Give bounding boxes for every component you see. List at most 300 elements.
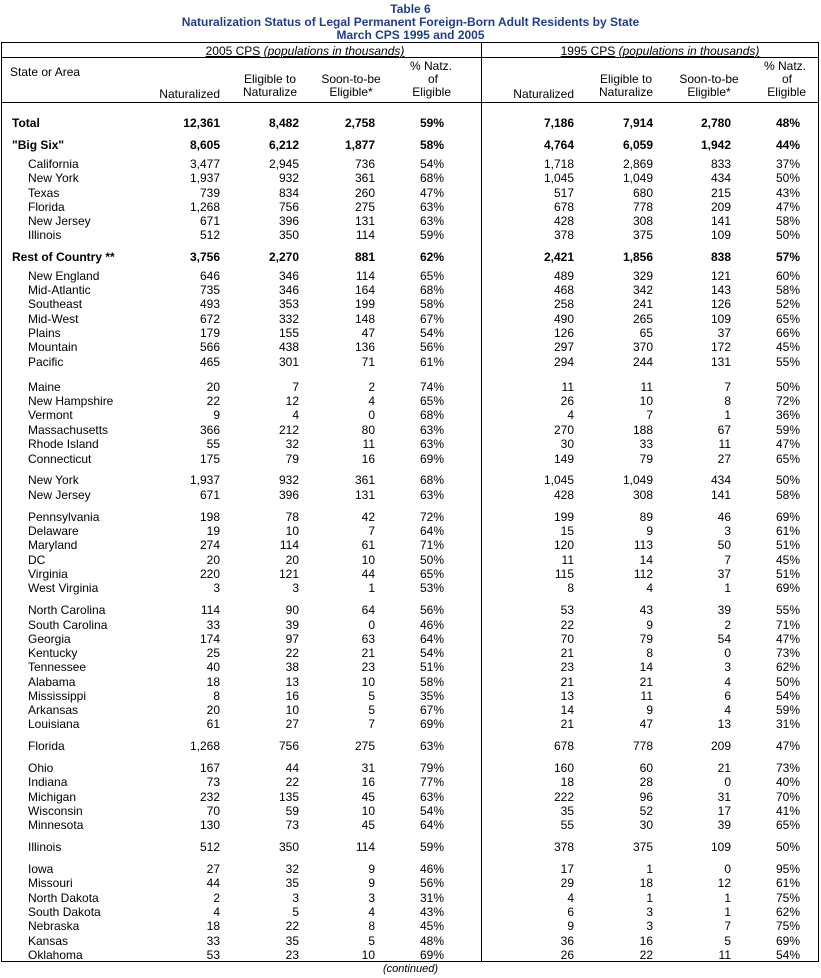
cell-eligible-1995: 47 (639, 717, 653, 731)
cell-soon-1995: 39 (717, 818, 731, 832)
cell-pct-1995: 47% (775, 437, 800, 451)
cell-soon-1995: 11 (718, 437, 731, 451)
cell-soon-1995: 46 (717, 510, 731, 524)
cell-eligible-2005: 438 (278, 340, 299, 354)
cell-eligible-2005: 396 (278, 488, 299, 502)
cell-naturalized-1995: 126 (553, 326, 574, 340)
cell-soon-1995: 1,942 (700, 138, 731, 152)
cell-naturalized-1995: 294 (553, 355, 574, 369)
cell-naturalized-1995: 53 (560, 603, 574, 617)
cell-naturalized-1995: 18 (560, 775, 574, 789)
cell-naturalized-2005: 73 (206, 775, 220, 789)
cell-eligible-2005: 6,212 (268, 138, 299, 152)
cell-naturalized-2005: 33 (206, 618, 220, 632)
table-row (0, 660, 821, 674)
cell-pct-2005: 50% (419, 553, 444, 567)
cell-soon-1995: 37 (717, 567, 731, 581)
cell-soon-2005: 0 (368, 618, 375, 632)
cell-eligible-1995: 3 (646, 919, 653, 933)
cell-soon-2005: 42 (361, 510, 375, 524)
table-row (0, 646, 821, 660)
row-label: North Carolina (28, 603, 106, 617)
cell-soon-2005: 16 (361, 775, 375, 789)
cell-soon-1995: 143 (710, 283, 731, 297)
cell-pct-1995: 72% (775, 394, 800, 408)
cell-soon-1995: 141 (710, 214, 731, 228)
cell-pct-2005: 56% (419, 340, 444, 354)
cell-naturalized-2005: 220 (199, 567, 220, 581)
cell-naturalized-1995: 21 (560, 646, 574, 660)
cell-eligible-2005: 4 (292, 408, 299, 422)
cell-pct-1995: 69% (775, 934, 800, 948)
cell-naturalized-1995: 14 (560, 703, 574, 717)
cell-soon-2005: 21 (361, 646, 375, 660)
cell-pct-1995: 47% (775, 200, 800, 214)
table-row (0, 818, 821, 832)
cell-pct-1995: 61% (775, 876, 800, 890)
cell-pct-1995: 40% (775, 775, 800, 789)
table-row (0, 632, 821, 646)
cell-soon-1995: 838 (710, 250, 731, 264)
cell-soon-1995: 7 (724, 919, 731, 933)
cell-pct-2005: 64% (419, 632, 444, 646)
cell-naturalized-2005: 12,361 (183, 116, 220, 130)
cell-naturalized-1995: 678 (553, 200, 574, 214)
cell-soon-2005: 260 (354, 186, 375, 200)
cell-eligible-1995: 52 (639, 804, 653, 818)
cell-soon-1995: 434 (710, 171, 731, 185)
cell-naturalized-1995: 21 (560, 717, 574, 731)
cell-eligible-2005: 22 (285, 919, 299, 933)
cell-naturalized-2005: 25 (206, 646, 220, 660)
cell-eligible-2005: 44 (285, 761, 299, 775)
table-row (0, 840, 821, 854)
cell-soon-2005: 3 (368, 891, 375, 905)
cell-pct-1995: 70% (775, 790, 800, 804)
cell-eligible-1995: 112 (633, 567, 653, 581)
cell-pct-1995: 51% (775, 567, 800, 581)
cell-eligible-1995: 79 (639, 632, 653, 646)
col-soon-2005-line1: Soon-to-be (321, 72, 381, 86)
cell-naturalized-1995: 8 (567, 581, 574, 595)
cell-naturalized-2005: 9 (213, 408, 220, 422)
cell-pct-1995: 66% (775, 326, 800, 340)
cell-naturalized-2005: 167 (199, 761, 220, 775)
cell-soon-2005: 7 (368, 717, 375, 731)
cell-soon-2005: 275 (354, 200, 375, 214)
cell-naturalized-1995: 36 (560, 934, 574, 948)
cell-eligible-2005: 301 (278, 355, 299, 369)
cell-soon-1995: 109 (710, 312, 731, 326)
cell-naturalized-1995: 149 (553, 452, 574, 466)
cell-eligible-2005: 39 (285, 618, 299, 632)
cell-pct-2005: 63% (419, 739, 444, 753)
row-label: Michigan (28, 790, 77, 804)
cell-naturalized-1995: 70 (560, 632, 574, 646)
table-row (0, 775, 821, 789)
cell-pct-1995: 59% (775, 703, 800, 717)
row-label: South Dakota (28, 905, 101, 919)
row-label: Iowa (28, 862, 54, 876)
table-row (0, 171, 821, 185)
cell-eligible-1995: 1,856 (622, 250, 653, 264)
cell-eligible-2005: 27 (285, 717, 299, 731)
cell-naturalized-1995: 468 (553, 283, 574, 297)
row-label: Oklahoma (28, 948, 83, 962)
cell-pct-1995: 54% (775, 689, 800, 703)
cell-pct-2005: 77% (419, 775, 444, 789)
cell-naturalized-2005: 3 (213, 581, 220, 595)
col-eligible-1995-line2: Naturalize (598, 85, 654, 99)
cell-pct-1995: 31% (775, 717, 800, 731)
cell-naturalized-2005: 33 (206, 934, 220, 948)
cell-naturalized-2005: 1,937 (189, 171, 220, 185)
cell-eligible-2005: 16 (285, 689, 299, 703)
group-header-2005-note: (populations in thousands) (263, 44, 405, 58)
cell-soon-2005: 80 (361, 423, 375, 437)
cell-naturalized-2005: 114 (200, 603, 220, 617)
cell-pct-2005: 63% (419, 790, 444, 804)
cell-pct-2005: 69% (419, 948, 444, 962)
cell-pct-2005: 58% (419, 297, 444, 311)
cell-pct-2005: 43% (419, 905, 444, 919)
cell-pct-2005: 48% (419, 934, 444, 948)
cell-naturalized-1995: 489 (553, 269, 574, 283)
cell-soon-2005: 16 (361, 452, 375, 466)
cell-naturalized-2005: 465 (199, 355, 220, 369)
cell-naturalized-2005: 366 (199, 423, 220, 437)
cell-pct-2005: 63% (419, 214, 444, 228)
cell-eligible-1995: 96 (639, 790, 653, 804)
row-label: Southeast (28, 297, 83, 311)
cell-naturalized-1995: 199 (553, 510, 574, 524)
cell-soon-2005: 8 (368, 919, 375, 933)
cell-pct-1995: 95% (775, 862, 800, 876)
cell-soon-2005: 114 (355, 228, 375, 242)
cell-eligible-1995: 65 (639, 326, 653, 340)
table-title: Naturalization Status of Legal Permanent Foreign-Born Adult Residents by State (181, 15, 640, 29)
cell-soon-1995: 2,780 (700, 116, 731, 130)
row-label: "Big Six" (12, 138, 65, 152)
cell-soon-1995: 0 (724, 775, 731, 789)
cell-eligible-1995: 9 (646, 524, 653, 538)
cell-eligible-1995: 22 (639, 948, 653, 962)
cell-naturalized-1995: 35 (560, 804, 574, 818)
cell-pct-1995: 52% (775, 297, 800, 311)
cell-eligible-1995: 3 (646, 905, 653, 919)
cell-eligible-1995: 4 (646, 581, 653, 595)
cell-naturalized-1995: 270 (553, 423, 574, 437)
table-subtitle: March CPS 1995 and 2005 (336, 28, 485, 42)
cell-soon-2005: 63 (361, 632, 375, 646)
cell-soon-1995: 209 (710, 739, 731, 753)
cell-eligible-2005: 155 (278, 326, 299, 340)
cell-eligible-1995: 241 (632, 297, 653, 311)
cell-eligible-2005: 121 (278, 567, 299, 581)
cell-naturalized-1995: 120 (553, 538, 574, 552)
row-label: Georgia (28, 632, 71, 646)
cell-eligible-2005: 32 (285, 862, 299, 876)
cell-pct-1995: 61% (775, 524, 800, 538)
cell-pct-2005: 46% (419, 618, 444, 632)
cell-naturalized-1995: 15 (560, 524, 574, 538)
cell-pct-1995: 75% (775, 891, 800, 905)
cell-pct-2005: 58% (419, 675, 444, 689)
cell-soon-1995: 17 (717, 804, 731, 818)
cell-eligible-2005: 5 (292, 905, 299, 919)
cell-pct-1995: 73% (775, 761, 800, 775)
col-eligible-1995-line1: Eligible to (599, 72, 653, 86)
cell-pct-2005: 72% (419, 510, 444, 524)
cell-pct-2005: 69% (419, 452, 444, 466)
cell-soon-2005: 10 (361, 804, 375, 818)
cell-eligible-1995: 79 (639, 452, 653, 466)
cell-soon-2005: 114 (355, 840, 375, 854)
cell-soon-1995: 12 (717, 876, 731, 890)
cell-naturalized-2005: 61 (206, 717, 220, 731)
cell-eligible-1995: 60 (639, 761, 653, 775)
cell-pct-2005: 47% (419, 186, 444, 200)
cell-soon-1995: 11 (718, 948, 731, 962)
row-label: Rest of Country ** (12, 250, 115, 264)
group-header-1995-note: (populations in thousands) (618, 44, 760, 58)
cell-pct-2005: 65% (419, 567, 444, 581)
cell-soon-2005: 275 (354, 739, 375, 753)
cell-eligible-1995: 21 (639, 675, 653, 689)
row-label: New York (28, 171, 79, 185)
cell-naturalized-2005: 512 (199, 840, 220, 854)
cell-eligible-2005: 90 (285, 603, 299, 617)
cell-soon-1995: 54 (717, 632, 731, 646)
cell-eligible-2005: 78 (285, 510, 299, 524)
row-label: California (28, 157, 79, 171)
cell-pct-2005: 56% (419, 603, 444, 617)
cell-soon-2005: 44 (361, 567, 375, 581)
cell-naturalized-1995: 378 (553, 840, 574, 854)
row-label: Nebraska (28, 919, 80, 933)
cell-eligible-1995: 9 (646, 618, 653, 632)
cell-eligible-1995: 265 (632, 312, 653, 326)
cell-eligible-2005: 756 (278, 739, 299, 753)
cell-naturalized-2005: 20 (206, 553, 220, 567)
row-label: Mid-West (28, 312, 79, 326)
cell-soon-1995: 8 (724, 394, 731, 408)
cell-pct-2005: 59% (419, 228, 444, 242)
cell-pct-2005: 63% (419, 200, 444, 214)
row-label: New England (28, 269, 100, 283)
cell-naturalized-2005: 274 (199, 538, 220, 552)
cell-naturalized-1995: 7,186 (543, 116, 574, 130)
cell-naturalized-1995: 1,718 (543, 157, 574, 171)
cell-soon-2005: 199 (354, 297, 375, 311)
col-soon-2005-line2: Eligible* (329, 85, 373, 99)
cell-eligible-1995: 14 (639, 660, 653, 674)
table-row (0, 437, 821, 451)
cell-soon-2005: 164 (354, 283, 375, 297)
cell-soon-2005: 736 (354, 157, 375, 171)
cell-eligible-2005: 13 (285, 675, 299, 689)
col-naturalized-1995: Naturalized (513, 87, 574, 101)
cell-pct-2005: 58% (419, 138, 444, 152)
cell-soon-2005: 9 (368, 876, 375, 890)
cell-soon-1995: 121 (710, 269, 731, 283)
cell-eligible-2005: 135 (278, 790, 299, 804)
cell-soon-2005: 881 (354, 250, 375, 264)
cell-naturalized-2005: 53 (206, 948, 220, 962)
table-row (0, 567, 821, 581)
cell-naturalized-2005: 55 (206, 437, 220, 451)
table-number: Table 6 (390, 2, 431, 16)
table-row (0, 408, 821, 422)
cell-soon-2005: 71 (361, 355, 375, 369)
cell-eligible-1995: 342 (632, 283, 653, 297)
cell-eligible-2005: 73 (285, 818, 299, 832)
cell-eligible-2005: 12 (285, 394, 299, 408)
cell-soon-1995: 141 (710, 488, 731, 502)
cell-eligible-1995: 375 (632, 228, 653, 242)
cell-pct-1995: 41% (775, 804, 800, 818)
cell-eligible-1995: 375 (632, 840, 653, 854)
cell-eligible-1995: 11 (640, 689, 653, 703)
group-header-1995 (510, 45, 810, 58)
cell-soon-1995: 109 (710, 840, 731, 854)
row-label: Rhode Island (28, 437, 99, 451)
cell-eligible-1995: 89 (639, 510, 653, 524)
row-label: Kansas (28, 934, 69, 948)
cell-eligible-2005: 2,270 (268, 250, 299, 264)
cell-naturalized-1995: 160 (553, 761, 574, 775)
cell-naturalized-2005: 1,268 (189, 200, 220, 214)
cell-eligible-2005: 35 (285, 876, 299, 890)
cell-pct-2005: 54% (419, 646, 444, 660)
cell-naturalized-1995: 13 (560, 689, 574, 703)
cell-naturalized-1995: 378 (553, 228, 574, 242)
cell-soon-1995: 1 (724, 905, 731, 919)
table-row (0, 905, 821, 919)
cell-soon-1995: 131 (710, 355, 731, 369)
row-label: Indiana (28, 775, 68, 789)
row-label: Minnesota (28, 818, 84, 832)
cell-eligible-1995: 680 (632, 186, 653, 200)
cell-soon-2005: 10 (361, 675, 375, 689)
cell-eligible-1995: 308 (632, 214, 653, 228)
cell-eligible-1995: 1 (646, 862, 653, 876)
table-row (0, 452, 821, 466)
cell-naturalized-2005: 27 (206, 862, 220, 876)
cell-naturalized-1995: 11 (561, 553, 574, 567)
row-label: South Carolina (28, 618, 108, 632)
col-pct-1995-line1: % Natz. (763, 59, 806, 73)
cell-pct-2005: 56% (419, 876, 444, 890)
table-row (0, 186, 821, 200)
cell-naturalized-2005: 735 (199, 283, 220, 297)
cell-soon-2005: 10 (361, 948, 375, 962)
cell-pct-1995: 51% (775, 538, 800, 552)
row-label: Louisiana (28, 717, 80, 731)
cell-naturalized-2005: 19 (206, 524, 220, 538)
cell-eligible-1995: 1 (646, 891, 653, 905)
cell-pct-2005: 63% (419, 423, 444, 437)
col-pct-1995-line2: of (781, 72, 792, 86)
cell-naturalized-1995: 4,764 (543, 138, 574, 152)
cell-pct-2005: 68% (419, 408, 444, 422)
row-label: New York (28, 473, 79, 487)
cell-pct-1995: 50% (775, 228, 800, 242)
cell-naturalized-2005: 174 (199, 632, 220, 646)
cell-naturalized-1995: 428 (553, 488, 574, 502)
table-row (0, 312, 821, 326)
row-label: New Hampshire (28, 394, 114, 408)
row-label: Total (12, 116, 40, 130)
continued-note: (continued) (382, 963, 439, 975)
group-header-1995-label: 1995 CPS (560, 44, 616, 58)
table-row (0, 553, 821, 567)
table-row (0, 538, 821, 552)
cell-naturalized-1995: 517 (553, 186, 574, 200)
cell-soon-1995: 833 (710, 157, 731, 171)
cell-pct-2005: 71% (419, 538, 444, 552)
cell-eligible-2005: 32 (285, 437, 299, 451)
row-label: Virginia (28, 567, 68, 581)
row-label: Arkansas (28, 703, 79, 717)
cell-soon-2005: 361 (354, 171, 375, 185)
cell-soon-1995: 67 (717, 423, 731, 437)
cell-soon-1995: 126 (710, 297, 731, 311)
table-row (0, 488, 821, 502)
cell-pct-1995: 47% (775, 739, 800, 753)
cell-eligible-1995: 10 (639, 394, 653, 408)
row-label: Plains (28, 326, 61, 340)
cell-soon-1995: 7 (724, 380, 731, 394)
cell-naturalized-1995: 6 (567, 905, 574, 919)
cell-pct-1995: 65% (775, 452, 800, 466)
cell-soon-1995: 21 (717, 761, 731, 775)
cell-pct-1995: 50% (775, 473, 800, 487)
cell-naturalized-1995: 21 (560, 675, 574, 689)
cell-naturalized-1995: 297 (553, 340, 574, 354)
cell-pct-1995: 50% (775, 840, 800, 854)
cell-pct-1995: 58% (775, 283, 800, 297)
cell-soon-1995: 434 (710, 473, 731, 487)
cell-soon-1995: 209 (710, 200, 731, 214)
cell-naturalized-1995: 9 (567, 919, 574, 933)
cell-pct-1995: 65% (775, 818, 800, 832)
cell-pct-2005: 31% (419, 891, 444, 905)
cell-eligible-1995: 329 (632, 269, 653, 283)
cell-soon-2005: 64 (361, 603, 375, 617)
cell-naturalized-2005: 671 (199, 214, 220, 228)
cell-soon-2005: 4 (368, 394, 375, 408)
cell-pct-2005: 35% (419, 689, 444, 703)
cell-pct-2005: 63% (419, 437, 444, 451)
table-row (0, 340, 821, 354)
cell-eligible-1995: 7 (646, 408, 653, 422)
cell-pct-2005: 68% (419, 283, 444, 297)
cell-soon-2005: 10 (361, 553, 375, 567)
table-row (0, 157, 821, 171)
cell-pct-2005: 62% (419, 250, 444, 264)
table-row (0, 297, 821, 311)
cell-pct-1995: 48% (775, 116, 800, 130)
cell-pct-2005: 64% (419, 524, 444, 538)
cell-naturalized-2005: 179 (199, 326, 220, 340)
cell-eligible-1995: 14 (639, 553, 653, 567)
cell-eligible-1995: 188 (632, 423, 653, 437)
cell-naturalized-2005: 566 (199, 340, 220, 354)
table-row (0, 876, 821, 890)
cell-pct-1995: 65% (775, 312, 800, 326)
cell-eligible-1995: 244 (632, 355, 653, 369)
